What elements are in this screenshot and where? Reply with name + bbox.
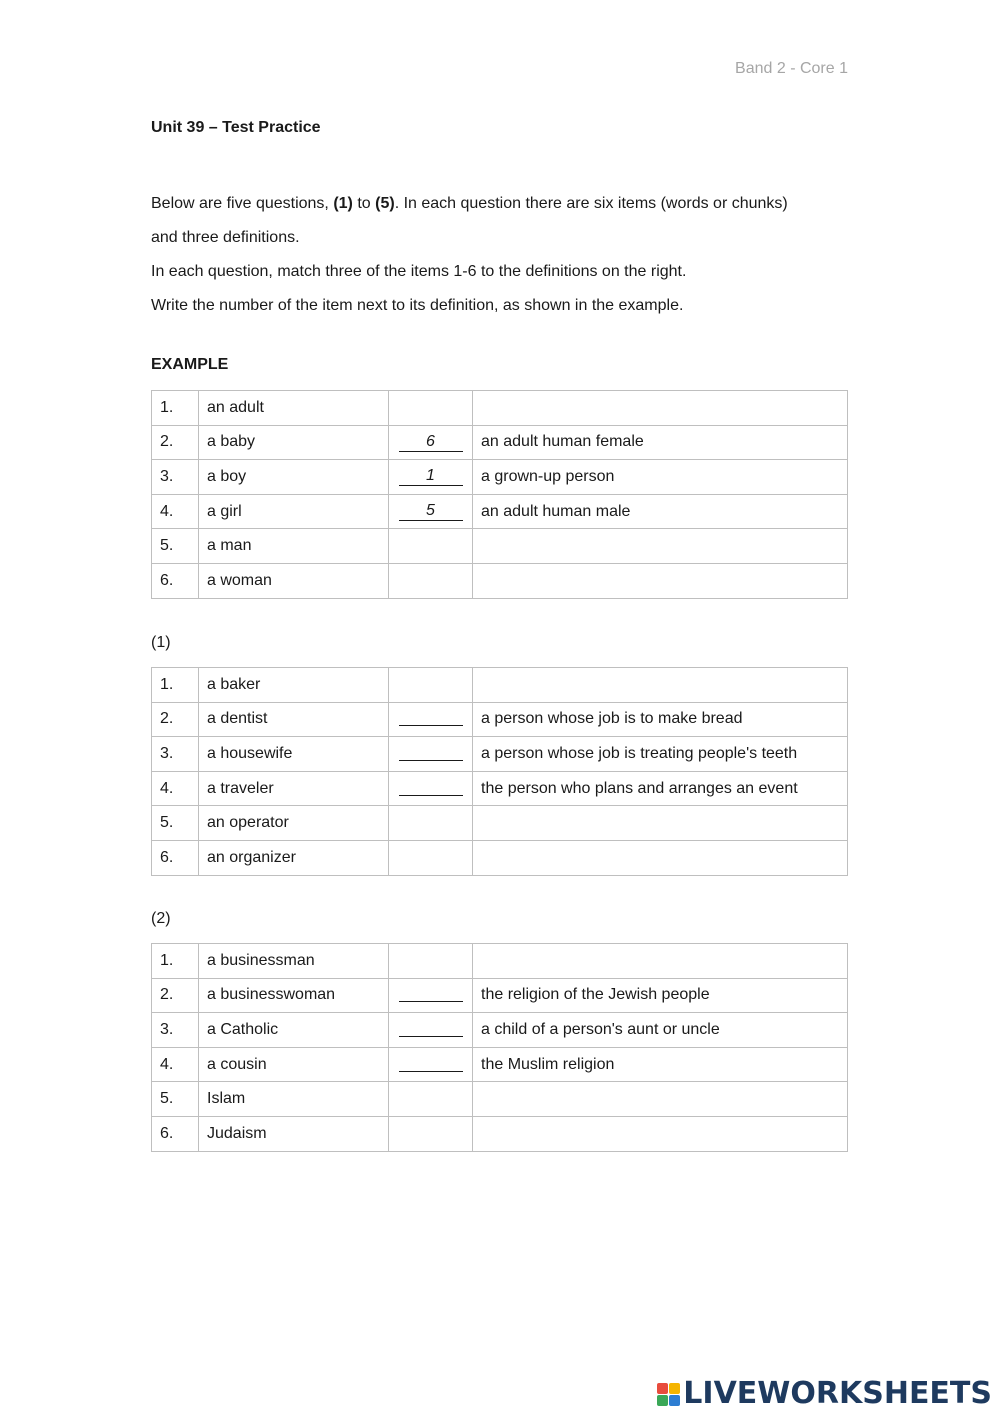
item-text: a boy xyxy=(199,460,389,495)
definition-text xyxy=(473,563,848,598)
item-text: Islam xyxy=(199,1082,389,1117)
logo-square xyxy=(657,1395,668,1406)
table-row xyxy=(152,563,848,598)
answer-cell xyxy=(389,460,473,495)
definition-text xyxy=(473,840,848,875)
definition-text xyxy=(473,944,848,979)
item-text: a cousin xyxy=(199,1047,389,1082)
question-1-label: (1) xyxy=(151,634,171,651)
item-number: 5. xyxy=(152,806,199,841)
answer-cell xyxy=(389,563,473,598)
table-row xyxy=(152,702,848,737)
item-text: a baker xyxy=(199,668,389,703)
item-number: 6. xyxy=(152,1116,199,1151)
item-text: a businesswoman xyxy=(199,978,389,1013)
answer-cell xyxy=(389,391,473,426)
item-number: 4. xyxy=(152,494,199,529)
item-text: a baby xyxy=(199,425,389,460)
table-row xyxy=(152,494,848,529)
answer-blank[interactable] xyxy=(399,777,463,796)
definition-text: a person whose job is treating people's teeth xyxy=(473,737,848,772)
item-number: 4. xyxy=(152,1047,199,1082)
example-answer: 1 xyxy=(399,467,463,486)
table-row xyxy=(152,460,848,495)
item-text: a man xyxy=(199,529,389,564)
definition-text: a child of a person's aunt or uncle xyxy=(473,1013,848,1048)
item-number: 3. xyxy=(152,460,199,495)
definition-text xyxy=(473,806,848,841)
definition-text: a grown-up person xyxy=(473,460,848,495)
item-text: Judaism xyxy=(199,1116,389,1151)
item-text: a dentist xyxy=(199,702,389,737)
item-text: an operator xyxy=(199,806,389,841)
answer-blank[interactable] xyxy=(399,742,463,761)
liveworksheets-logo[interactable] xyxy=(657,1376,992,1411)
item-text: a housewife xyxy=(199,737,389,772)
item-text: a businessman xyxy=(199,944,389,979)
answer-cell xyxy=(389,944,473,979)
logo-text: LIVEWORKSHEETS xyxy=(683,1376,992,1411)
item-number: 2. xyxy=(152,978,199,1013)
logo-square xyxy=(657,1383,668,1394)
answer-cell xyxy=(389,840,473,875)
item-text: an adult xyxy=(199,391,389,426)
item-number: 6. xyxy=(152,840,199,875)
item-number: 3. xyxy=(152,737,199,772)
answer-cell xyxy=(389,806,473,841)
table-row xyxy=(152,1116,848,1151)
answer-cell xyxy=(389,668,473,703)
question-2-table xyxy=(151,943,848,1152)
item-number: 5. xyxy=(152,529,199,564)
answer-blank[interactable] xyxy=(399,1018,463,1037)
table-row xyxy=(152,1082,848,1117)
answer-cell xyxy=(389,529,473,564)
item-text: an organizer xyxy=(199,840,389,875)
definition-text: the Muslim religion xyxy=(473,1047,848,1082)
answer-cell xyxy=(389,702,473,737)
answer-blank[interactable] xyxy=(399,1053,463,1072)
table-row xyxy=(152,529,848,564)
header-note: Band 2 - Core 1 xyxy=(735,60,848,77)
answer-cell xyxy=(389,1047,473,1082)
instruction-line-1: Below are five questions, (1) to (5). In each question there are six items (words or chunks) xyxy=(151,195,788,212)
definition-text xyxy=(473,391,848,426)
answer-cell xyxy=(389,978,473,1013)
answer-cell xyxy=(389,737,473,772)
page-title: Unit 39 – Test Practice xyxy=(151,119,321,136)
question-2-label: (2) xyxy=(151,910,171,927)
item-number: 6. xyxy=(152,563,199,598)
item-number: 1. xyxy=(152,391,199,426)
definition-text: an adult human female xyxy=(473,425,848,460)
table-row xyxy=(152,668,848,703)
item-number: 2. xyxy=(152,702,199,737)
table-row xyxy=(152,425,848,460)
definition-text xyxy=(473,529,848,564)
instruction-line-3: In each question, match three of the items 1-6 to the definitions on the right. xyxy=(151,263,687,280)
table-row xyxy=(152,771,848,806)
answer-cell xyxy=(389,1116,473,1151)
table-row xyxy=(152,1047,848,1082)
table-row xyxy=(152,806,848,841)
instruction-line-2: and three definitions. xyxy=(151,229,300,246)
logo-mark-icon xyxy=(657,1383,680,1406)
item-number: 1. xyxy=(152,668,199,703)
instruction-line-4: Write the number of the item next to its definition, as shown in the example. xyxy=(151,297,684,314)
item-number: 4. xyxy=(152,771,199,806)
example-table xyxy=(151,390,848,599)
answer-cell xyxy=(389,1082,473,1117)
example-answer: 6 xyxy=(399,433,463,452)
item-text: a traveler xyxy=(199,771,389,806)
item-text: a girl xyxy=(199,494,389,529)
item-number: 5. xyxy=(152,1082,199,1117)
answer-cell xyxy=(389,494,473,529)
item-text: a woman xyxy=(199,563,389,598)
table-row xyxy=(152,737,848,772)
question-1-table xyxy=(151,667,848,876)
answer-blank[interactable] xyxy=(399,707,463,726)
logo-square xyxy=(669,1395,680,1406)
example-answer: 5 xyxy=(399,502,463,521)
table-row xyxy=(152,1013,848,1048)
answer-cell xyxy=(389,771,473,806)
item-text: a Catholic xyxy=(199,1013,389,1048)
table-row xyxy=(152,391,848,426)
item-number: 3. xyxy=(152,1013,199,1048)
instructions xyxy=(151,187,851,323)
answer-cell xyxy=(389,425,473,460)
table-row xyxy=(152,978,848,1013)
definition-text xyxy=(473,1082,848,1117)
definition-text: a person whose job is to make bread xyxy=(473,702,848,737)
definition-text: the religion of the Jewish people xyxy=(473,978,848,1013)
item-number: 2. xyxy=(152,425,199,460)
answer-cell xyxy=(389,1013,473,1048)
table-row xyxy=(152,840,848,875)
example-label: EXAMPLE xyxy=(151,356,229,373)
definition-text: the person who plans and arranges an event xyxy=(473,771,848,806)
definition-text xyxy=(473,668,848,703)
item-number: 1. xyxy=(152,944,199,979)
definition-text xyxy=(473,1116,848,1151)
logo-square xyxy=(669,1383,680,1394)
answer-blank[interactable] xyxy=(399,983,463,1002)
table-row xyxy=(152,944,848,979)
definition-text: an adult human male xyxy=(473,494,848,529)
